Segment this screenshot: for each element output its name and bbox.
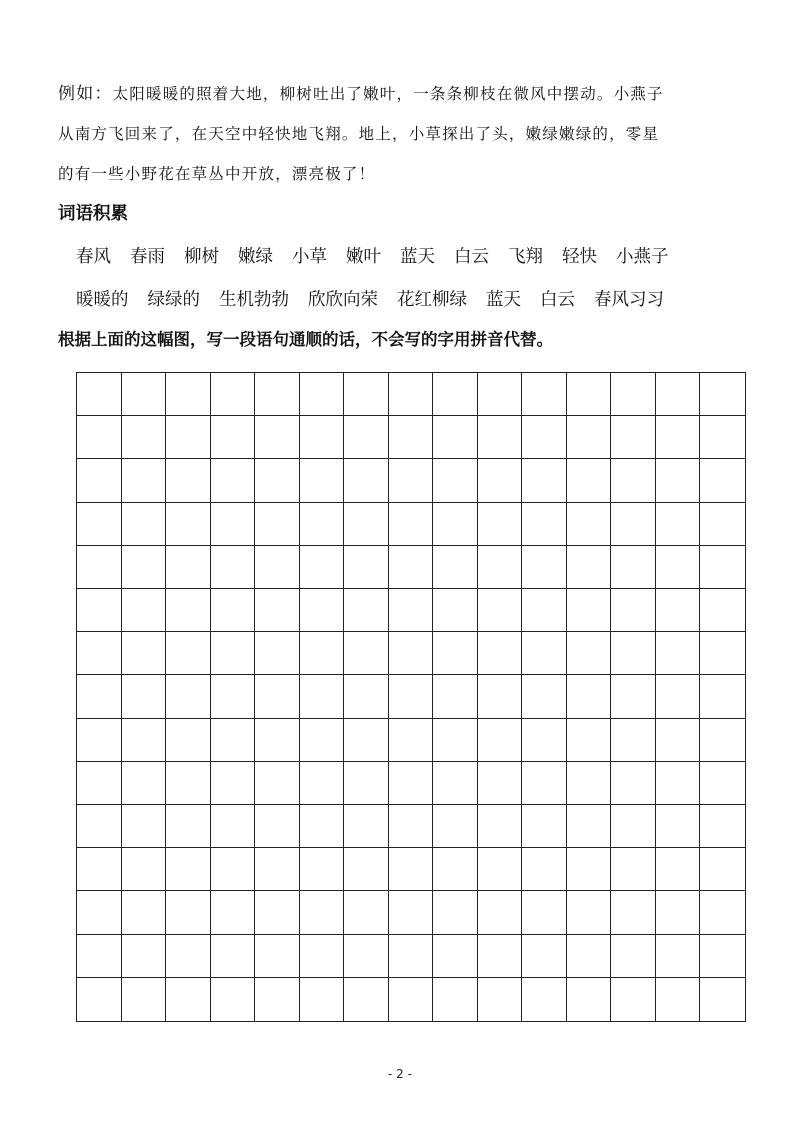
writing-grid-cell xyxy=(77,589,122,632)
writing-grid-cell xyxy=(344,762,389,805)
vocab-word: 白云 xyxy=(454,247,489,267)
writing-grid-cell xyxy=(656,589,701,632)
writing-grid-cell xyxy=(389,503,434,546)
writing-grid-cell xyxy=(211,762,256,805)
writing-grid-cell xyxy=(700,459,745,502)
writing-grid-cell xyxy=(300,891,345,934)
writing-grid-cell xyxy=(77,416,122,459)
writing-grid-cell xyxy=(389,891,434,934)
writing-grid-cell xyxy=(478,416,523,459)
writing-grid-cell xyxy=(433,935,478,978)
writing-grid-cell xyxy=(389,935,434,978)
vocab-word: 柳树 xyxy=(184,247,219,267)
writing-grid-cell xyxy=(478,459,523,502)
writing-grid-cell xyxy=(389,805,434,848)
writing-grid-cell xyxy=(255,546,300,589)
vocab-word: 暖暖的 xyxy=(76,290,129,310)
writing-grid-cell xyxy=(700,891,745,934)
writing-grid-cell xyxy=(166,632,211,675)
writing-grid-cell xyxy=(300,546,345,589)
writing-instruction: 根据上面的这幅图，写一段语句通顺的话，不会写的字用拼音代替。 xyxy=(58,330,553,349)
example-line-1 xyxy=(58,74,748,114)
writing-grid-cell xyxy=(611,373,656,416)
writing-grid-cell xyxy=(522,416,567,459)
writing-grid-cell xyxy=(166,373,211,416)
writing-grid-cell xyxy=(211,503,256,546)
writing-grid-cell xyxy=(211,546,256,589)
writing-grid-cell xyxy=(389,675,434,718)
vocab-word: 轻快 xyxy=(562,247,597,267)
writing-grid-cell xyxy=(344,891,389,934)
writing-grid-cell xyxy=(567,978,612,1021)
writing-grid-cell xyxy=(255,373,300,416)
writing-grid-cell xyxy=(700,546,745,589)
writing-grid-cell xyxy=(122,891,167,934)
writing-grid-cell xyxy=(522,848,567,891)
writing-grid-cell xyxy=(77,675,122,718)
writing-grid-cell xyxy=(611,935,656,978)
vocab-word: 春风习习 xyxy=(594,290,664,310)
writing-grid-cell xyxy=(166,675,211,718)
writing-grid-cell xyxy=(656,373,701,416)
writing-grid-cell xyxy=(700,805,745,848)
writing-grid-cell xyxy=(77,632,122,675)
writing-grid-cell xyxy=(700,719,745,762)
writing-grid-cell xyxy=(656,719,701,762)
writing-grid-cell xyxy=(122,589,167,632)
writing-grid-cell xyxy=(211,589,256,632)
writing-grid-cell xyxy=(522,935,567,978)
writing-grid-cell xyxy=(77,848,122,891)
writing-grid-cell xyxy=(211,805,256,848)
writing-grid-cell xyxy=(611,762,656,805)
writing-grid-cell xyxy=(478,675,523,718)
writing-grid-cell xyxy=(611,503,656,546)
writing-grid-cell xyxy=(166,978,211,1021)
writing-grid-cell xyxy=(166,935,211,978)
writing-grid-cell xyxy=(300,719,345,762)
writing-grid-cell xyxy=(122,675,167,718)
example-line-2: 从南方飞回来了，在天空中轻快地飞翔。地上，小草探出了头，嫩绿嫩绿的，零星 xyxy=(58,125,660,143)
writing-grid-cell xyxy=(567,848,612,891)
writing-grid-cell xyxy=(656,762,701,805)
writing-grid-cell xyxy=(433,546,478,589)
vocab-word: 小草 xyxy=(292,247,327,267)
writing-grid-cell xyxy=(300,978,345,1021)
writing-grid-cell xyxy=(300,373,345,416)
writing-grid-cell xyxy=(211,891,256,934)
writing-grid-cell xyxy=(166,719,211,762)
writing-grid-cell xyxy=(255,459,300,502)
vocab-row-1 xyxy=(76,245,688,269)
writing-grid-cell xyxy=(656,978,701,1021)
vocab-word: 春风 xyxy=(76,247,111,267)
writing-grid-cell xyxy=(211,459,256,502)
writing-grid-cell xyxy=(122,632,167,675)
writing-grid-cell xyxy=(300,762,345,805)
writing-grid-cell xyxy=(389,632,434,675)
example-paragraph xyxy=(58,74,748,194)
writing-grid-cell xyxy=(611,589,656,632)
writing-grid-cell xyxy=(211,675,256,718)
writing-grid-cell xyxy=(300,589,345,632)
writing-grid-cell xyxy=(567,891,612,934)
writing-grid-cell xyxy=(478,762,523,805)
writing-grid-cell xyxy=(700,373,745,416)
writing-grid-cell xyxy=(433,762,478,805)
vocab-word: 蓝天 xyxy=(400,247,435,267)
writing-grid-cell xyxy=(300,848,345,891)
writing-grid-cell xyxy=(478,632,523,675)
writing-grid-cell xyxy=(700,675,745,718)
writing-grid-cell xyxy=(700,978,745,1021)
writing-grid-cell xyxy=(522,632,567,675)
vocab-row-2 xyxy=(76,288,683,312)
writing-grid-cell xyxy=(567,373,612,416)
writing-grid-cell xyxy=(611,719,656,762)
writing-grid-cell xyxy=(300,459,345,502)
writing-grid-cell xyxy=(389,416,434,459)
writing-grid-cell xyxy=(122,978,167,1021)
writing-grid-cell xyxy=(122,459,167,502)
writing-grid-cell xyxy=(344,503,389,546)
writing-grid-cell xyxy=(389,373,434,416)
writing-grid-cell xyxy=(389,719,434,762)
writing-grid-cell xyxy=(433,978,478,1021)
vocab-word: 春雨 xyxy=(130,247,165,267)
writing-grid-cell xyxy=(389,978,434,1021)
writing-grid-cell xyxy=(122,373,167,416)
writing-grid-cell xyxy=(522,503,567,546)
writing-grid-cell xyxy=(211,719,256,762)
writing-grid-cell xyxy=(611,978,656,1021)
writing-grid-cell xyxy=(478,891,523,934)
writing-grid-cell xyxy=(255,503,300,546)
writing-grid-cell xyxy=(478,978,523,1021)
writing-grid-cell xyxy=(300,416,345,459)
writing-grid-cell xyxy=(77,891,122,934)
writing-grid-cell xyxy=(344,546,389,589)
writing-grid-cell xyxy=(567,546,612,589)
writing-grid-cell xyxy=(567,805,612,848)
writing-grid-cell xyxy=(122,719,167,762)
example-line-3: 的有一些小野花在草丛中开放，漂亮极了！ xyxy=(58,165,376,183)
writing-grid-cell xyxy=(433,675,478,718)
writing-grid-cell xyxy=(522,978,567,1021)
writing-grid-cell xyxy=(166,762,211,805)
writing-grid-cell xyxy=(255,978,300,1021)
writing-grid-cell xyxy=(255,589,300,632)
writing-grid-cell xyxy=(389,762,434,805)
writing-grid-cell xyxy=(700,762,745,805)
writing-grid-cell xyxy=(522,589,567,632)
page-number: - 2 - xyxy=(388,1067,412,1081)
writing-grid-cell xyxy=(611,805,656,848)
writing-grid-cell xyxy=(211,373,256,416)
writing-grid-cell xyxy=(77,978,122,1021)
writing-grid-cell xyxy=(478,935,523,978)
writing-grid-cell xyxy=(166,589,211,632)
vocab-word: 蓝天 xyxy=(486,290,521,310)
writing-grid-cell xyxy=(611,546,656,589)
writing-grid-cell xyxy=(344,416,389,459)
writing-grid-cell xyxy=(77,546,122,589)
writing-grid-cell xyxy=(656,848,701,891)
writing-grid-cell xyxy=(700,848,745,891)
writing-grid-cell xyxy=(344,459,389,502)
writing-grid-cell xyxy=(656,632,701,675)
writing-grid-cell xyxy=(211,632,256,675)
writing-grid-cell xyxy=(522,675,567,718)
writing-grid-cell xyxy=(211,978,256,1021)
writing-grid-cell xyxy=(77,762,122,805)
writing-grid-cell xyxy=(700,632,745,675)
vocab-word: 花红柳绿 xyxy=(397,290,467,310)
writing-grid-cell xyxy=(700,503,745,546)
writing-grid-cell xyxy=(122,805,167,848)
writing-grid-cell xyxy=(344,719,389,762)
writing-grid-cell xyxy=(122,762,167,805)
writing-grid-cell xyxy=(522,719,567,762)
writing-grid-cell xyxy=(255,719,300,762)
writing-grid-cell xyxy=(478,719,523,762)
writing-grid-cell xyxy=(478,589,523,632)
writing-grid-cell xyxy=(122,935,167,978)
writing-grid-cell xyxy=(567,935,612,978)
writing-grid-cell xyxy=(433,891,478,934)
vocab-word: 白云 xyxy=(540,290,575,310)
vocab-word: 生机勃勃 xyxy=(219,290,289,310)
writing-grid-cell xyxy=(344,632,389,675)
writing-grid-cell xyxy=(656,891,701,934)
writing-grid-cell xyxy=(344,589,389,632)
writing-grid-cell xyxy=(77,459,122,502)
writing-grid-cell xyxy=(211,848,256,891)
vocab-word: 绿绿的 xyxy=(147,290,200,310)
writing-grid-cell xyxy=(567,719,612,762)
writing-grid-cell xyxy=(522,762,567,805)
writing-grid-cell xyxy=(389,589,434,632)
writing-grid-cell xyxy=(567,459,612,502)
writing-grid-cell xyxy=(656,546,701,589)
writing-grid-cell xyxy=(567,589,612,632)
writing-grid-cell xyxy=(478,805,523,848)
writing-grid-cell xyxy=(77,719,122,762)
writing-grid-cell xyxy=(300,935,345,978)
writing-grid-cell xyxy=(522,546,567,589)
writing-grid-cell xyxy=(522,459,567,502)
writing-grid-cell xyxy=(478,503,523,546)
writing-grid-cell xyxy=(344,978,389,1021)
writing-grid-cell xyxy=(611,416,656,459)
writing-grid-cell xyxy=(478,373,523,416)
writing-grid-cell xyxy=(166,416,211,459)
writing-grid-cell xyxy=(611,459,656,502)
writing-grid-cell xyxy=(656,416,701,459)
writing-grid-cell xyxy=(77,805,122,848)
writing-grid-cell xyxy=(656,935,701,978)
writing-grid-cell xyxy=(433,719,478,762)
writing-grid-cell xyxy=(255,416,300,459)
writing-grid-cell xyxy=(522,891,567,934)
writing-grid-cell xyxy=(255,675,300,718)
writing-grid-cell xyxy=(656,503,701,546)
writing-grid-cell xyxy=(567,632,612,675)
writing-grid-cell xyxy=(611,891,656,934)
writing-grid-cell xyxy=(700,416,745,459)
writing-grid-cell xyxy=(433,632,478,675)
writing-grid-cell xyxy=(166,891,211,934)
writing-grid-cell xyxy=(344,935,389,978)
writing-grid-cell xyxy=(255,805,300,848)
writing-grid-cell xyxy=(389,459,434,502)
writing-grid-cell xyxy=(656,459,701,502)
vocab-word: 嫩绿 xyxy=(238,247,273,267)
writing-grid-cell xyxy=(122,416,167,459)
writing-grid-cell xyxy=(700,589,745,632)
writing-grid-cell xyxy=(344,373,389,416)
writing-grid-cell xyxy=(700,935,745,978)
writing-grid-cell xyxy=(122,546,167,589)
vocab-word: 飞翔 xyxy=(508,247,543,267)
writing-grid-cell xyxy=(344,805,389,848)
writing-grid-cell xyxy=(300,503,345,546)
writing-grid-cell xyxy=(122,848,167,891)
writing-grid-cell xyxy=(300,805,345,848)
writing-grid-cell xyxy=(344,848,389,891)
writing-grid-cell xyxy=(433,416,478,459)
writing-grid-cell xyxy=(255,935,300,978)
example-line-1-text: 太阳暖暖的照着大地，柳树吐出了嫩叶，一条条柳枝在微风中摆动。小燕子 xyxy=(112,85,664,103)
writing-grid-cell xyxy=(567,416,612,459)
writing-grid-cell xyxy=(433,459,478,502)
writing-grid-cell xyxy=(166,459,211,502)
writing-grid-cell xyxy=(433,503,478,546)
example-lead: 例如： xyxy=(58,84,113,104)
writing-grid-cell xyxy=(389,848,434,891)
writing-grid-cell xyxy=(611,848,656,891)
vocab-word: 欣欣向荣 xyxy=(308,290,378,310)
writing-grid-cell xyxy=(300,675,345,718)
writing-grid-cell xyxy=(522,373,567,416)
writing-grid xyxy=(76,372,746,1022)
writing-grid-cell xyxy=(522,805,567,848)
writing-grid-cell xyxy=(611,632,656,675)
writing-grid-cell xyxy=(656,805,701,848)
writing-grid-cell xyxy=(255,632,300,675)
writing-grid-cell xyxy=(166,805,211,848)
writing-grid-cell xyxy=(122,503,167,546)
writing-grid-cell xyxy=(478,848,523,891)
writing-grid-cell xyxy=(77,373,122,416)
writing-grid-cell xyxy=(567,762,612,805)
writing-grid-cell xyxy=(433,373,478,416)
writing-grid-cell xyxy=(567,675,612,718)
writing-grid-cell xyxy=(255,848,300,891)
writing-grid-cell xyxy=(611,675,656,718)
writing-grid-cell xyxy=(433,589,478,632)
writing-grid-cell xyxy=(166,848,211,891)
writing-grid-cell xyxy=(433,805,478,848)
writing-grid-cell xyxy=(255,762,300,805)
writing-grid-cell xyxy=(300,632,345,675)
writing-grid-cell xyxy=(255,891,300,934)
writing-grid-cell xyxy=(656,675,701,718)
writing-grid-cell xyxy=(77,503,122,546)
writing-grid-cell xyxy=(211,935,256,978)
writing-grid-cell xyxy=(211,416,256,459)
writing-grid-cell xyxy=(77,935,122,978)
writing-grid-cell xyxy=(478,546,523,589)
writing-grid-cell xyxy=(389,546,434,589)
writing-grid-cell xyxy=(166,546,211,589)
writing-grid-cell xyxy=(433,848,478,891)
writing-grid-cell xyxy=(344,675,389,718)
vocab-word: 嫩叶 xyxy=(346,247,381,267)
writing-grid-cell xyxy=(166,503,211,546)
vocab-word: 小燕子 xyxy=(616,247,669,267)
writing-grid-cell xyxy=(567,503,612,546)
vocab-heading: 词语积累 xyxy=(58,204,128,224)
